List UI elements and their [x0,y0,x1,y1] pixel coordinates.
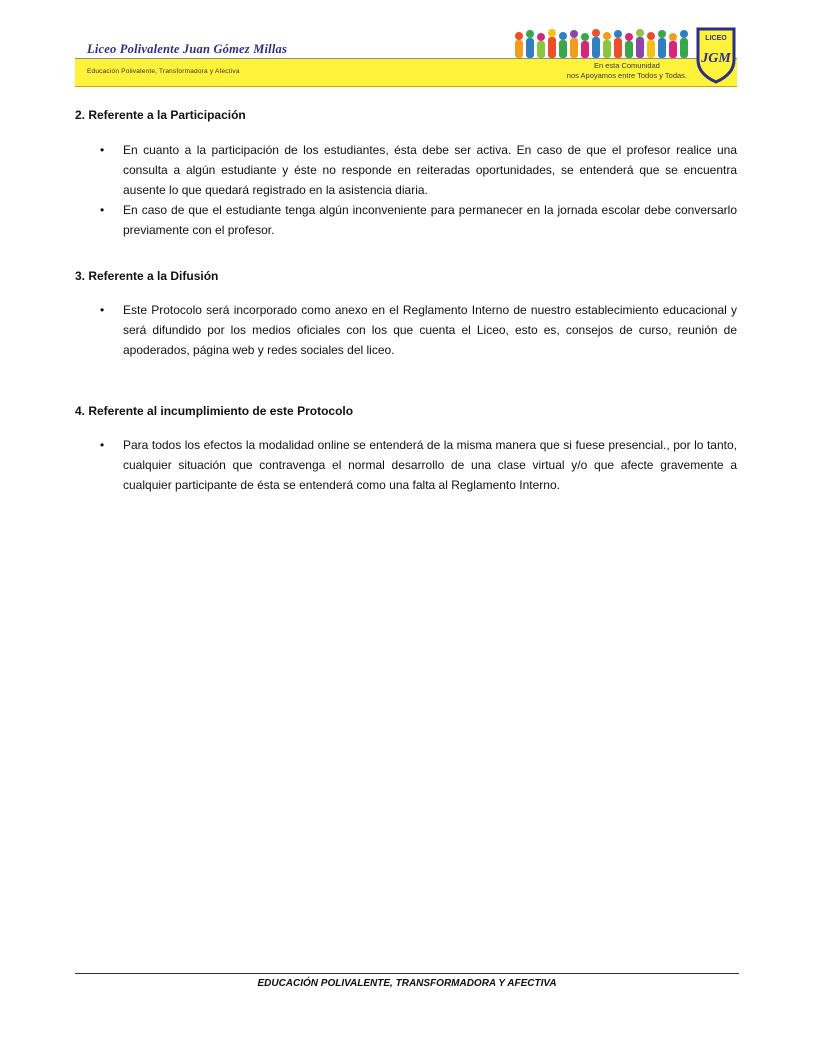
bullet-list [75,140,737,240]
bullet-icon: • [100,438,105,452]
header-motto [567,61,687,81]
community-people-icon [513,26,693,60]
list-item [75,300,737,360]
motto-line-2: nos Apoyamos entre Todos y Todas. [566,71,687,80]
bullet-list [75,435,737,495]
list-item [75,140,737,200]
crest-text: LICEO [705,35,727,42]
header-band [75,59,737,87]
page-header [75,26,737,88]
bullet-icon: • [100,143,105,157]
crest-initials: JGM [701,51,731,66]
section-participation [75,108,737,240]
motto-line-1: En esta Comunidad [593,61,660,70]
school-crest-icon [695,26,737,84]
bullet-text: Para todos los efectos la modalidad online se entenderá de la misma manera que si fuese presencial., por lo tanto, cualquier situación que contravenga el normal desarrollo de una clase virtual y/o que afecte gravemente a cualquier participante de ésta se entenderá como una falta al Reglamento Interno. [123,438,737,492]
bullet-text: En caso de que el estudiante tenga algún inconveniente para permanecer en la jornada escolar debe conversarlo previamente con el profesor. [123,203,737,237]
section-heading: 3. Referente a la Difusión [75,269,219,283]
footer-divider [75,973,739,974]
bullet-icon: • [100,203,105,217]
school-name: Liceo Polivalente Juan Gómez Millas [87,42,288,56]
bullet-icon: • [100,303,105,317]
section-heading: 4. Referente al incumplimiento de este Protocolo [75,404,354,418]
page-footer: EDUCACIÓN POLIVALENTE, TRANSFORMADORA Y AFECTIVA [257,978,557,989]
header-subtitle: Educación Polivalente, Transformadora y Afectiva [87,68,240,75]
list-item [75,435,737,495]
section-heading: 2. Referente a la Participación [75,108,246,122]
bullet-text: Este Protocolo será incorporado como anexo en el Reglamento Interno de nuestro establecimiento educacional y será difundido por los medios oficiales con los que cuenta el Liceo, esto es, consejos de curso, reunión de apoderados, página web y redes sociales del liceo. [123,303,737,357]
bullet-list [75,300,737,360]
section-diffusion [75,269,737,360]
section-noncompliance [75,404,737,495]
list-item [75,200,737,240]
bullet-text: En cuanto a la participación de los estudiantes, ésta debe ser activa. En caso de que el profesor realice una consulta a algún estudiante y éste no responde en reiteradas oportunidades, se entenderá que se encuentra ausente lo que quedará registrado en la asistencia diaria. [123,143,737,197]
